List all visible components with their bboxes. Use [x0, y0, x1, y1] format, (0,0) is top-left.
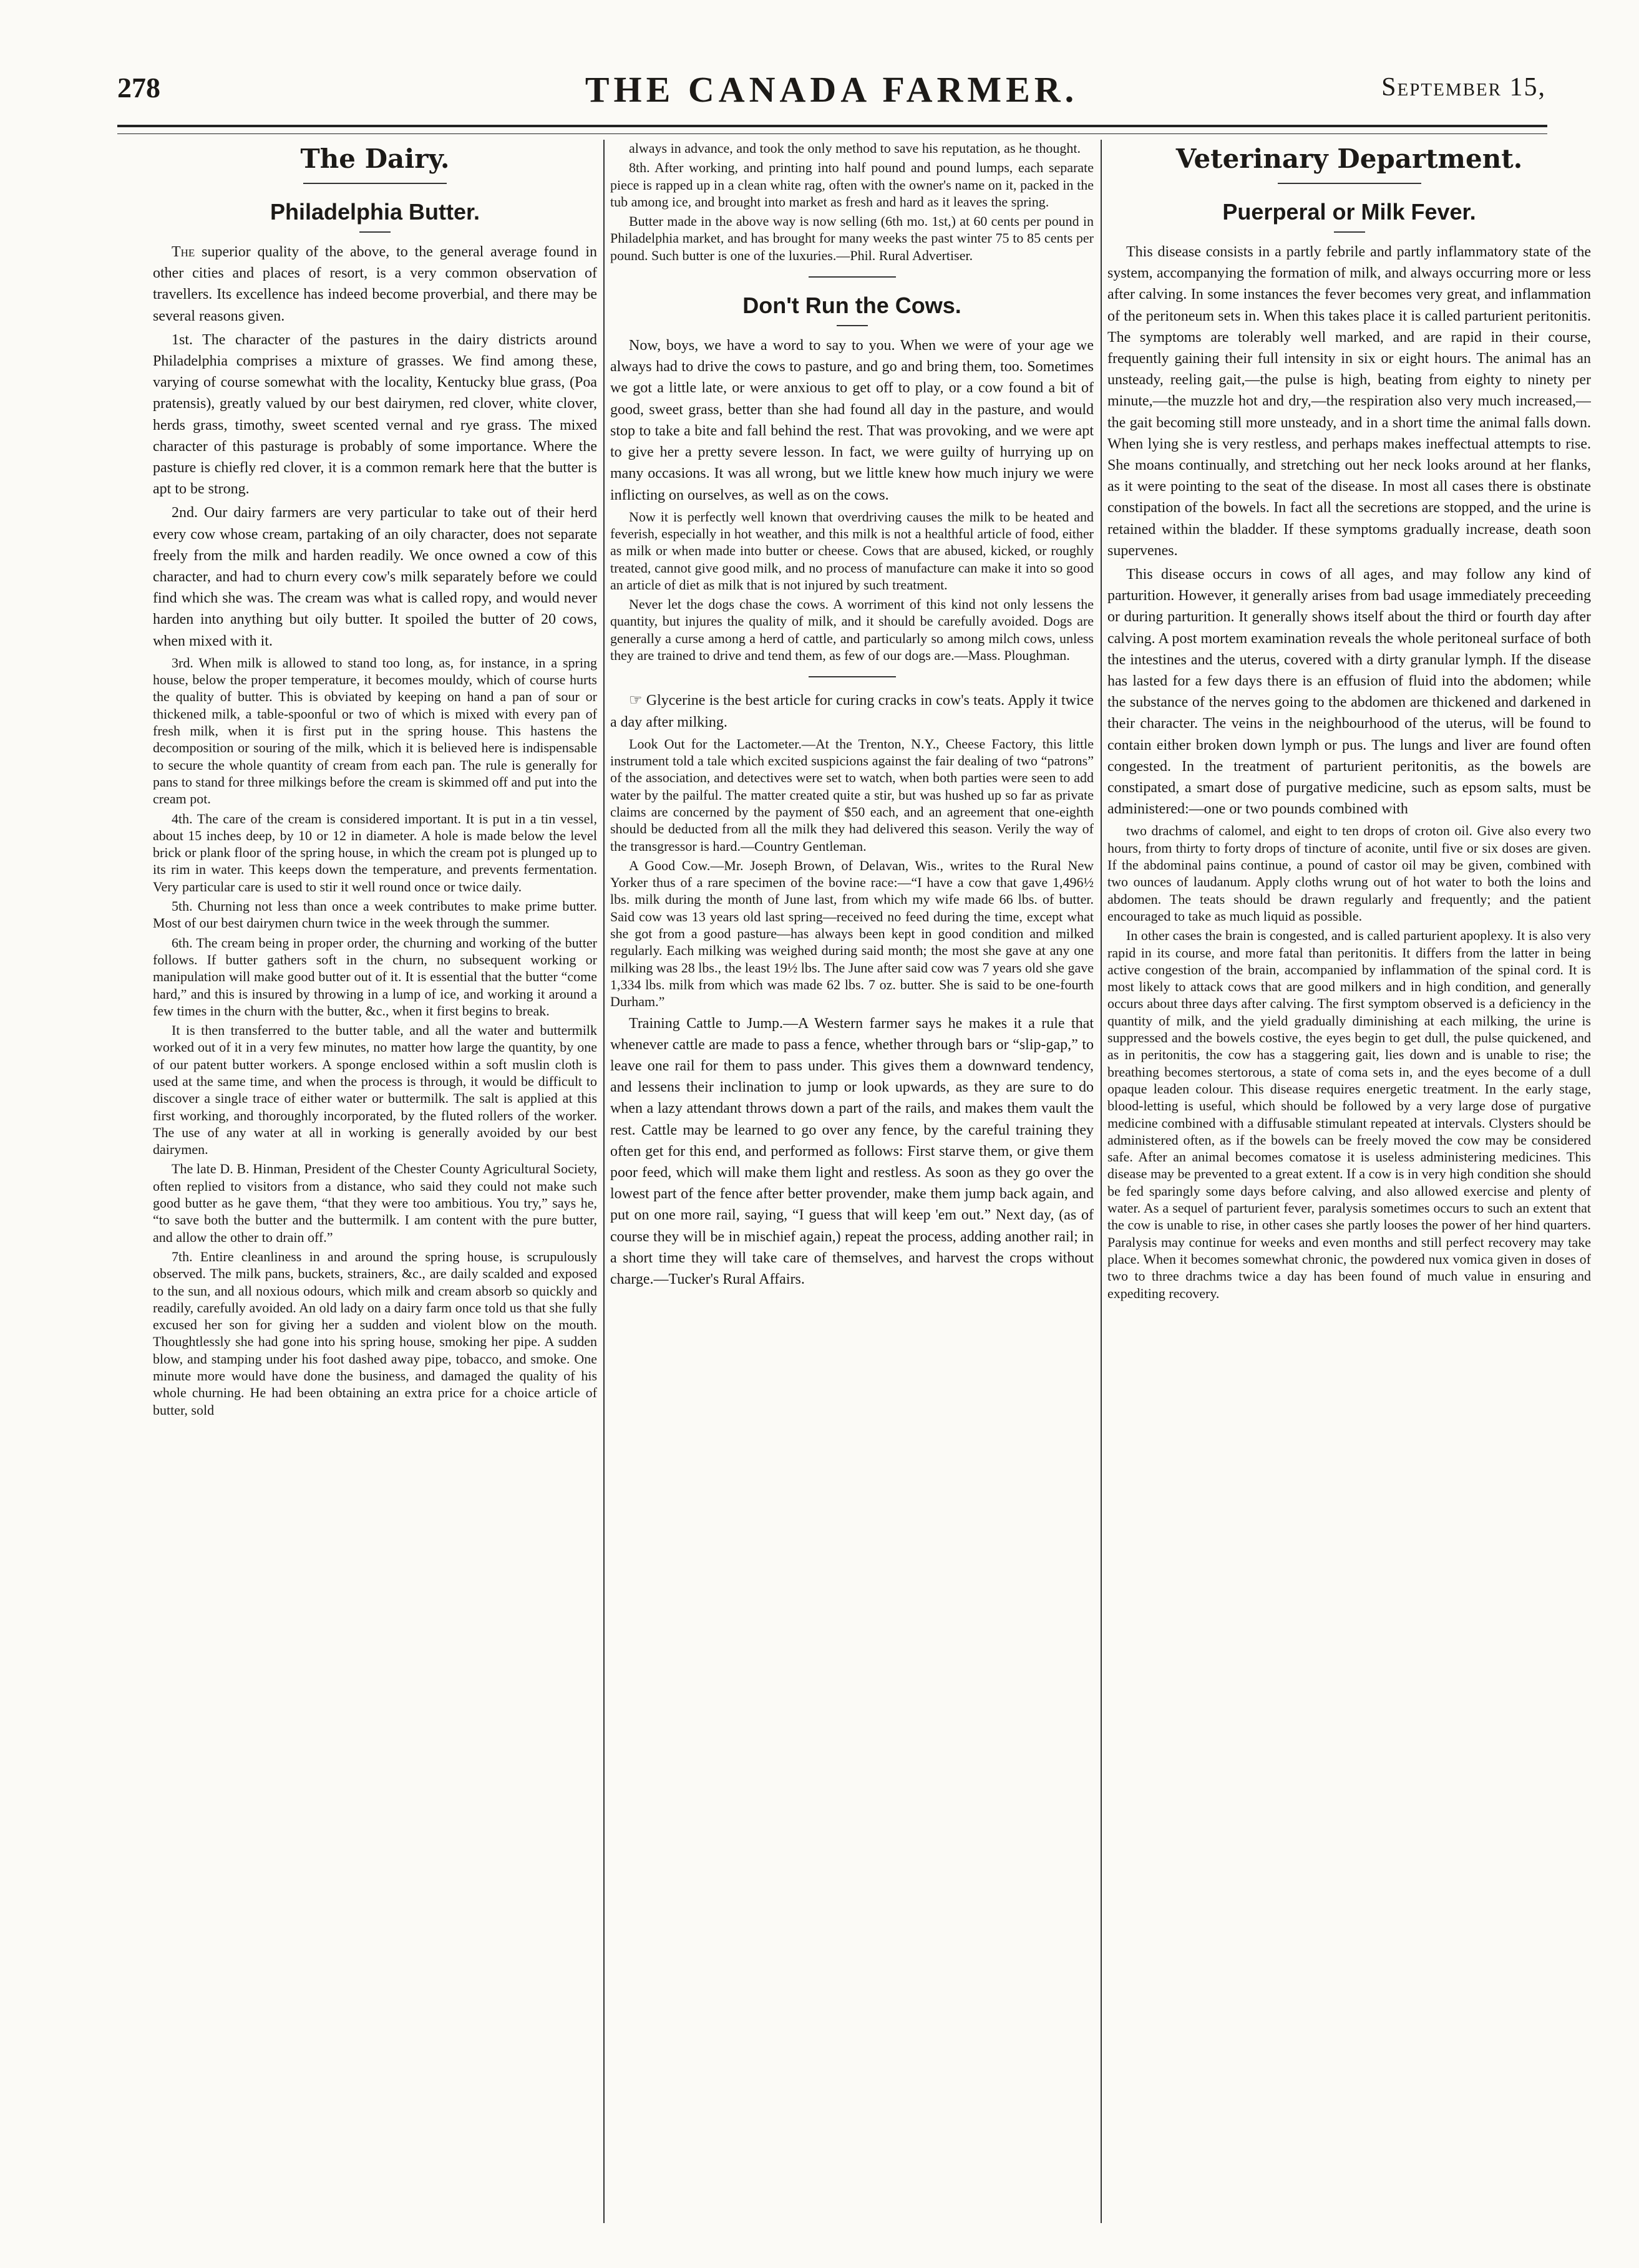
- article-body-large: [1107, 241, 1591, 820]
- article-body-large: [610, 335, 1094, 506]
- article-paragraph: two drachms of calomel, and eight to ten drops of croton oil. Give also every two hours, from thirty to forty drops of tincture of aconite, until five or six doses are given. If the abdominal pains continue, a pound of castor oil may be given, combined with two ounces of laudanum. Apply cloths wrung out of hot water to both the loins and abdomen. The teats should be drawn regularly and frequently; and the patient encouraged to take as much liquid as possible.: [1107, 823, 1591, 924]
- article-divider: [809, 276, 896, 278]
- column-rule: [1101, 140, 1102, 2223]
- title-rule: [837, 325, 868, 326]
- article-body-small: [1107, 822, 1591, 1301]
- article-body-large: [610, 1013, 1094, 1291]
- article-paragraph: 8th. After working, and printing into half pound and pound lumps, each separate piece is rapped up in a clean white rag, often with the owner's name on it, packed in the tub among ice, and brought into market as fresh and hard as it leaves the spring.: [610, 160, 1094, 210]
- article-paragraph: In other cases the brain is congested, and is called parturient apoplexy. It is also very rapid in its course, and more fatal than peritonitis. It differs from the latter in being active congestion of the brain, accompanied by inflammation of the spinal cord. It is most likely to attack cows that are good milkers and in high condition, and generally occurs about three days after calving. The first symptom observed is a deficiency in the quantity of milk, and the yield gradually diminishing at each milking, the urine is suppressed and the bowels costive, the eyes begin to get dull, the pulse quickened, and as in peritonitis, the cow has a staggering gait, lies down and is unable to rise; the breathing becomes stertorous, a state of coma sets in, and the eyes become of a dull opaque leaden colour. This disease requires energetic treatment. In the early stage, blood-letting is useful, which should be followed by a very large dose of purgative medicine combined with a diffusable stimulant repeated at intervals. Clysters should be administered often, as if the bowels can be freely moved the cow may be considered safe. After an animal becomes comatose it is useless administering medicines. This disease may be prevented to a great extent. If a cow is in very high condition she should be fed sparingly some days before calving, and also allowed exercise and plenty of water. As a sequel of parturient fever, paralysis sometimes occurs to such an extent that the cow is unable to rise, in other cases she partly looses the power of her hind quarters. Paralysis may continue for weeks and even months and still perfect recovery may take place. When it becomes somewhat chronic, the powdered nux vomica given in doses of two to three drachms twice a day has been found of much value in ensuring and expediting recovery.: [1107, 928, 1591, 1301]
- article-divider: [809, 676, 896, 677]
- article-title-dont-run-the-cows: Don't Run the Cows.: [742, 293, 961, 319]
- column-veterinary: [1107, 140, 1591, 2267]
- article-paragraph: Never let the dogs chase the cows. A worriment of this kind not only lessens the quantity, but injures the quality of milk, and it should be carefully avoided. Dogs are generally a curse among a herd of cattle, and particularly so among milch cows, unless they are trained to drive and tend them, as few of our dogs are.—Mass. Ploughman.: [610, 596, 1094, 664]
- masthead-rule: [117, 125, 1547, 134]
- column-dairy: [153, 140, 597, 2267]
- article-paragraph: Training Cattle to Jump.—A Western farmer says he makes it a rule that whenever cattle are made to pass a fence, whether through bars or “slip-gap,” to leave one rail for them to pass under. This gives them a downward tendency, and lessens their inclination to jump or look upwards, as they are sure to do when a lazy attendant throws down a part of the rails, and makes them vault the rest. Cattle may be learned to go over any fence, by the careful training they often get for this end, and performed as follows: First starve them, or give them poor feed, which will make them light and restless. As soon as they go over the lowest part of the fence after better provender, make them jump back again, and put on one more rail, saying, “I guess that will keep 'em out.” Next day, (as of course they will be in mischief again,) repeat the process, adding another rail; in a short time they will take care of themselves, and harvest the crops without charge.—Tucker's Rural Affairs.: [610, 1015, 1094, 1287]
- article-paragraph: 4th. The care of the cream is considered important. It is put in a tin vessel, about 15 inches deep, by 10 or 12 in diameter. A hole is made below the level brick or plank floor of the spring house, in which the cream pot is plunged up to its rim in water. This keeps down the temperature, and prevents fermentation. Very particular care is used to stir it well round once or twice daily.: [153, 810, 597, 894]
- article-continuation: [610, 140, 1094, 264]
- article-paragraph: It is then transferred to the butter table, and all the water and buttermilk worked out of it in a very few minutes, no matter how large the quantity, by one of our patent butter workers. A sponge enclosed within a soft muslin cloth is used at the same time, and when the process is through, it would be difficult to discover a single trace of either water or buttermilk. The salt is applied at this first working, and thoroughly incorporated, by the fluted rollers of the worker. The use of any water at all in working is generally avoided by our best dairymen.: [153, 1022, 597, 1158]
- article-title-puerperal-fever: Puerperal or Milk Fever.: [1222, 199, 1476, 225]
- article-paragraph: Look Out for the Lactometer.—At the Trenton, N.Y., Cheese Factory, this little instrument told a tale which excited suspicions against the fair dealing of two “patrons” of the association, and detectives were set to watch, when both parties were seen to add water by the pailful. The matter created quite a stir, but was hushed up so far as private claims are concerned by the payment of $50 each, and an agreement that one-eighth should be deducted from all the milk they had delivered this season. Verily the way of the transgressor is hard.—Country Gentleman.: [610, 735, 1094, 854]
- glycerine-note: [610, 690, 1094, 732]
- section-title-dairy: The Dairy.: [300, 143, 450, 174]
- article-paragraph: always in advance, and took the only method to save his reputation, as he thought.: [629, 140, 1081, 156]
- article-paragraph: A Good Cow.—Mr. Joseph Brown, of Delavan, Wis., writes to the Rural New Yorker thus of a rare specimen of the bovine race:—“I have a cow that gave 1,496½ lbs. milk during the month of June last, from which my wife made 66 lbs. of butter. Said cow was 13 years old last spring—received no feed during the time, except what she got from a good pasture—has always been kept in good condition and milked regularly. Each milking was weighed during said month; the most she gave at any one milking was 28 lbs., the least 19½ lbs. The June after said cow was 7 years old she gave 1,334 lbs. milk from which was made 62 lbs. 7 oz. butter. She is said to be one-fourth Durham.”: [610, 857, 1094, 1010]
- article-paragraph: Now it is perfectly well known that overdriving causes the milk to be heated and feverish, especially in hot weather, and this milk is not a healthful article of food, either as milk or when made into butter or cheese. Cows that are abused, kicked, or roughly treated, cannot give good milk, and no process of manufacture can make it into so good an article of diet as milk that is not injured by such treatment.: [610, 508, 1094, 593]
- article-paragraph: 2nd. Our dairy farmers are very particular to take out of their herd every cow whose cream, partaking of an oily character, does not separate freely from the milk and harden readily. We once owned a cow of this character, and had to churn every cow's milk separately before we could find which she was. The cream was what is called ropy, and would never harden into anything but oily butter. It spoiled the butter of 20 cows, when mixed with it.: [153, 505, 597, 649]
- article-body-large: [153, 241, 597, 652]
- article-body-small: [610, 508, 1094, 664]
- article-paragraph: 6th. The cream being in proper order, the churning and working of the butter follows. If butter gathers soft in the churn, no subsequent working or manipulation will make good butter out of it. It is essential that the butter “come hard,” and this is insured by throwing in a lump of ice, and working it around a few times in the churn with the butter, &c., when it first begins to break.: [153, 934, 597, 1019]
- column-rule: [603, 140, 605, 2223]
- column-middle: [610, 140, 1094, 2267]
- title-rule: [1334, 231, 1365, 233]
- article-body-small: [610, 735, 1094, 1010]
- title-rule: [359, 231, 391, 233]
- article-paragraph: 7th. Entire cleanliness in and around the spring house, is scrupulously observed. The milk pans, buckets, strainers, &c., are daily scalded and exposed to the sun, and all noxious odours, which milk and cream absorb so quickly and readily, carefully avoided. An old lady on a dairy farm once told us that she fully excused her son for giving her a sudden and violent blow on the mouth. Thoughtlessly she had gone into his spring house, smoking her pipe. A sudden blow, and stamping under his foot dashed away pipe, tobacco, and smoke. One minute more would have done the business, and damaged the quality of his whole churning. He had been obtaining an extra price for a choice article of butter, sold: [153, 1248, 597, 1418]
- masthead: [117, 69, 1546, 120]
- article-paragraph: The late D. B. Hinman, President of the Chester County Agricultural Society, often replied to visitors from a distance, who said they could not make such good butter as he gave them, “that they were too ambitious. You try,” says he, “to save both the butter and the buttermilk. I am content with the pure butter, and allow the other to drain off.”: [153, 1161, 597, 1245]
- section-rule: [303, 183, 447, 184]
- page-number: 278: [117, 72, 160, 104]
- article-paragraph: The superior quality of the above, to the general average found in other cities and places of resort, is a very common observation of travellers. Its excellence has indeed become proverbial, and there may be several reasons given.: [153, 244, 597, 324]
- article-paragraph: 1st. The character of the pastures in the dairy districts around Philadelphia comprises a mixture of grasses. We find among these, varying of course somewhat with the locality, Kentucky blue grass, (Poa pratensis), greatly valued by our best dairymen, red clover, white clover, herds grass, timothy, sweet scented vernal and rye grass. The mixed character of this pasturage is probably of some importance. Where the pasture is chiefly red clover, it is a common remark here that the butter is apt to be strong.: [153, 331, 597, 498]
- paragraph-text: superior quality of the above, to the general average found in other cities and places of resort, is a very common observation of travellers. Its excellence has indeed become proverbial, and there may be several reasons given.: [153, 244, 597, 324]
- article-paragraph: 3rd. When milk is allowed to stand too long, as, for instance, in a spring house, below the proper temperature, it becomes mouldy, which of course hurts the quality of butter. This is obviated by keeping on hand a pan of sour or thickened milk, a table-spoonful or two of which is mixed with every pan of fresh milk, when it is first put in the spring house. This hastens the decomposition or souring of the milk, which it is believed here is indispensable to secure the whole quantity of cream from each pan. The rule is generally for pans to stand for three milkings before the cream is skimmed off and put into the cream pot.: [153, 654, 597, 807]
- article-paragraph: Now, boys, we have a word to say to you. When we were of your age we always had to drive the cows to pasture, and go and bring them, too. Sometimes we got a little late, or were anxious to get off to play, or a cow found a bit of good, sweet grass, better than she had found all day in the pasture, and would stop to take a bite and fall behind the rest. That was provoking, and we were apt to give her a pretty severe lesson. In fact, we were guilty of hurrying up on many occasions. It was all wrong, but we little knew how much injury we were inflicting on ourselves, as well as on the cows.: [610, 337, 1094, 503]
- section-rule: [1278, 183, 1421, 184]
- article-paragraph: Butter made in the above way is now selling (6th mo. 1st,) at 60 cents per pound in Philadelphia market, and has brought for many weeks the past winter 75 to 85 cents per pound. Such butter is one of the luxuries.—Phil. Rural Advertiser.: [610, 213, 1094, 263]
- newspaper-title: THE CANADA FARMER.: [585, 69, 1079, 110]
- article-paragraph: ☞ Glycerine is the best article for curing cracks in cow's teats. Apply it twice a day after milking.: [610, 692, 1094, 730]
- article-paragraph: 5th. Churning not less than once a week contributes to make prime butter. Most of our best dairymen churn twice in the week through the summer.: [153, 898, 597, 931]
- section-title-veterinary: Veterinary Department.: [1175, 143, 1523, 174]
- issue-date: September 15,: [1381, 73, 1546, 102]
- article-title-philadelphia-butter: Philadelphia Butter.: [270, 199, 480, 225]
- article-body-small: [153, 654, 597, 1418]
- article-paragraph: This disease consists in a partly febrile and partly inflammatory state of the system, accompanying the formation of milk, and always occurring more or less after calving. In some instances the fever becomes very great, and inflammation of the peritoneum sets in. When this takes place it is called parturient peritonitis. The symptoms are tolerably well marked, and are rapid in their course, frequently gaining their full intensity in six or eight hours. The animal has an unsteady, reeling gait,—the pulse is high, beating from eighty to ninety per minute,—the muzzle hot and dry,—the respiration also very much increased,—the gait becoming still more unsteady, and in a short time the animal falls down. When lying she is very restless, and perhaps makes ineffectual attempts to rise. She moans continually, and stretching out her neck looks around at her flanks, as it were pointing to the seat of the disease. In most all cases there is obstinate constipation of the bowels. In fact all the secretions are stopped, and the urine is retained within the bladder. If these symptoms gradually increase, death soon supervenes.: [1107, 244, 1591, 559]
- article-paragraph: This disease occurs in cows of all ages, and may follow any kind of parturition. However, it generally arises from bad usage immediately preceeding or during parturition. It generally shows itself about the third or fourth day after calving. A post mortem examination reveals the whole peritoneal surface of both the intestines and the uterus, covered with a dirty granular lymph. If the disease has lasted for a few days there is an effusion of fluid into the abdomen; while the substance of the nerves going to the abdomen are thickened and darkened in their character. The veins in the neighbourhood of the uterus, will be found to contain either broken down lymph or pus. The lungs and liver are found often congested. In the treatment of parturient peritonitis, as the bowels are constipated, a smart dose of purgative medicine, such as epsom salts, must be administered:—one or two pounds combined with: [1107, 566, 1591, 818]
